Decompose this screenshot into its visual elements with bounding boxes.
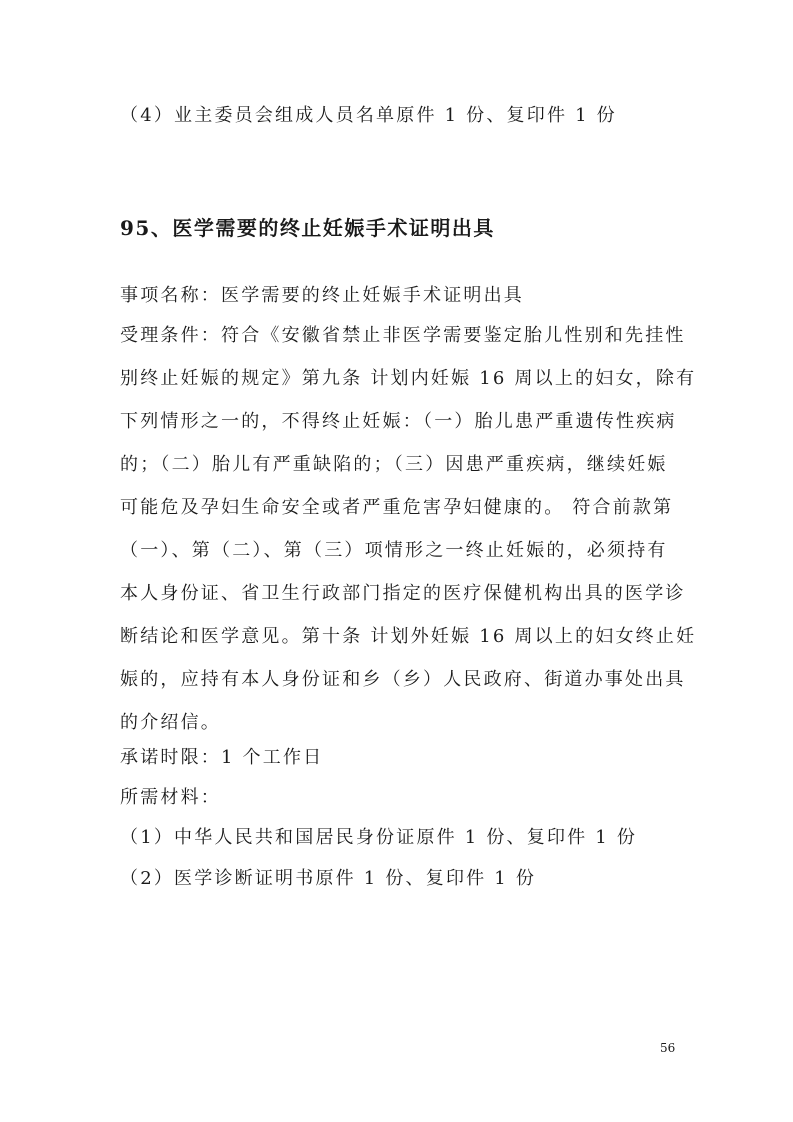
- condition-line: 的；（二）胎儿有严重缺陷的；（三）因患严重疾病，继续妊娠: [120, 454, 668, 475]
- condition-line: 本人身份证、省卫生行政部门指定的医疗保健机构出具的医学诊: [120, 583, 686, 604]
- materials-label: 所需材料：: [120, 787, 221, 808]
- section-title: 95、医学需要的终止妊娠手术证明出具: [120, 216, 495, 240]
- page-number: 56: [660, 1041, 676, 1055]
- condition-line: 下列情形之一的，不得终止妊娠：（一）胎儿患严重遗传性疾病: [120, 411, 677, 432]
- condition-line: 的介绍信。: [120, 712, 221, 733]
- condition-line: （一）、第（二）、第（三）项情形之一终止妊娠的，必须持有: [120, 540, 668, 561]
- material-item: （1）中华人民共和国居民身份证原件 1 份、复印件 1 份: [120, 827, 638, 848]
- item-name: 事项名称：医学需要的终止妊娠手术证明出具: [120, 285, 524, 306]
- condition-line: 可能危及孕妇生命安全或者严重危害孕妇健康的。 符合前款第: [120, 497, 674, 518]
- time-limit: 承诺时限：1 个工作日: [120, 747, 324, 768]
- previous-item-line: （4）业主委员会组成人员名单原件 1 份、复印件 1 份: [120, 105, 617, 126]
- material-item: （2）医学诊断证明书原件 1 份、复印件 1 份: [120, 868, 537, 889]
- condition-line: 别终止妊娠的规定》第九条 计划内妊娠 16 周以上的妇女，除有: [120, 368, 697, 389]
- condition-line: 娠的，应持有本人身份证和乡（乡）人民政府、街道办事处出具: [120, 669, 686, 690]
- condition-line: 受理条件：符合《安徽省禁止非医学需要鉴定胎儿性别和先挂性: [120, 325, 686, 346]
- condition-line: 断结论和医学意见。第十条 计划外妊娠 16 周以上的妇女终止妊: [120, 626, 697, 647]
